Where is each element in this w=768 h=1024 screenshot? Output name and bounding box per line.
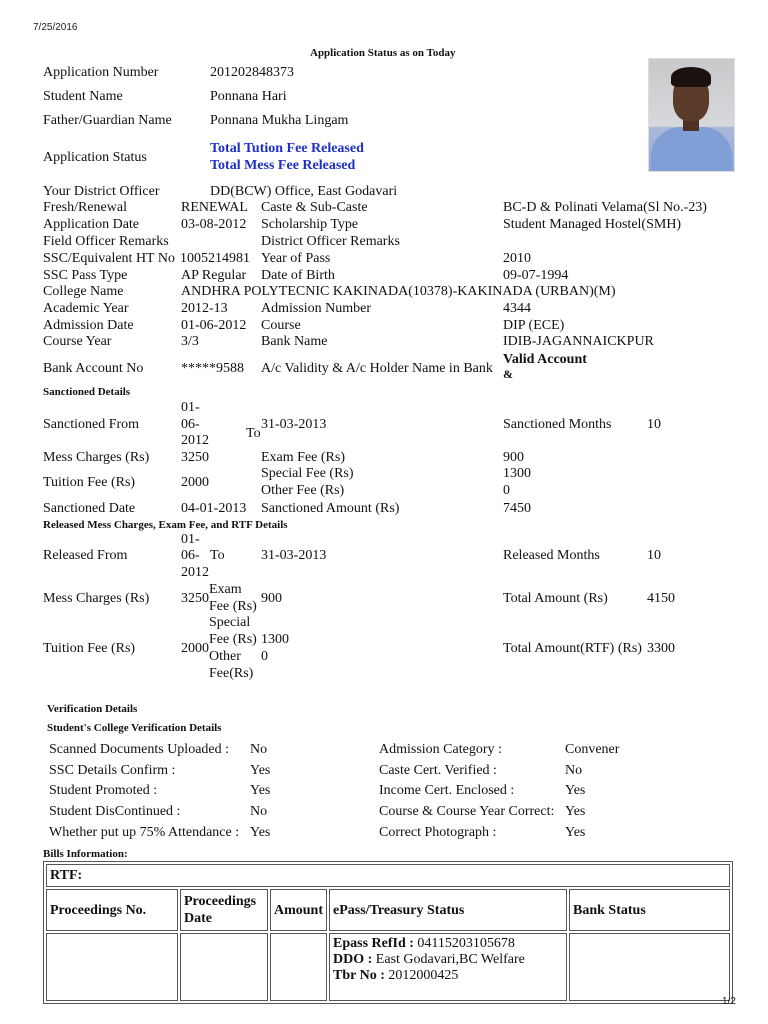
released-months-value: 10 bbox=[647, 548, 661, 563]
verif-right-value-3: Yes bbox=[565, 804, 586, 819]
released-exam-l2: Fee (Rs) bbox=[209, 599, 257, 614]
bank-name-label: Bank Name bbox=[261, 334, 328, 349]
dob-label: Date of Birth bbox=[261, 268, 335, 283]
verif-left-label-1: SSC Details Confirm : bbox=[49, 763, 176, 778]
caste-value: BC-D & Polinati Velama(Sl No.-23) bbox=[503, 200, 707, 215]
verif-left-value-1: Yes bbox=[250, 763, 271, 778]
year-of-pass-label: Year of Pass bbox=[261, 251, 331, 266]
sanctioned-to-label: To bbox=[246, 426, 261, 441]
epass-cell bbox=[329, 933, 567, 1001]
released-other-value: 0 bbox=[261, 649, 268, 664]
academic-year-value: 2012-13 bbox=[181, 301, 228, 316]
caste-label: Caste & Sub-Caste bbox=[261, 200, 368, 215]
sanctioned-date-label: Sanctioned Date bbox=[43, 501, 136, 516]
app-date-value: 03-08-2012 bbox=[181, 217, 247, 232]
year-of-pass-value: 2010 bbox=[503, 251, 531, 266]
released-heading: Released Mess Charges, Exam Fee, and RTF Details bbox=[43, 519, 288, 531]
sanctioned-from-l2: 06- bbox=[181, 417, 200, 432]
col-proceedings-date: Proceedings Date bbox=[180, 889, 268, 931]
released-rtf-label: Total Amount(RTF) (Rs) bbox=[503, 641, 642, 656]
course-label: Course bbox=[261, 318, 301, 333]
released-tuition-value: 2000 bbox=[181, 641, 209, 656]
bills-table bbox=[43, 861, 733, 1004]
fresh-renewal-value: RENEWAL bbox=[181, 200, 248, 215]
page-title: Application Status as on Today bbox=[310, 47, 456, 59]
verif-left-value-2: Yes bbox=[250, 783, 271, 798]
sanctioned-date-value: 04-01-2013 bbox=[181, 501, 247, 516]
released-special-l2: Fee (Rs) bbox=[209, 632, 257, 647]
verif-left-label-4: Whether put up 75% Attendance : bbox=[49, 825, 240, 840]
released-from-label: Released From bbox=[43, 548, 128, 563]
sanctioned-amount-value: 7450 bbox=[503, 501, 531, 516]
sanctioned-tuition-label: Tuition Fee (Rs) bbox=[43, 475, 136, 490]
sanctioned-exam-value: 900 bbox=[503, 450, 524, 465]
scholarship-type-value: Student Managed Hostel(SMH) bbox=[503, 217, 682, 232]
ac-validity-line1: Valid Account bbox=[503, 352, 587, 367]
student-name-label: Student Name bbox=[43, 89, 123, 104]
sanctioned-other-label: Other Fee (Rs) bbox=[261, 483, 345, 498]
verif-right-label-0: Admission Category : bbox=[379, 742, 502, 757]
sanctioned-to-value: 31-03-2013 bbox=[261, 417, 327, 432]
released-special-value: 1300 bbox=[261, 632, 289, 647]
verif-right-label-1: Caste Cert. Verified : bbox=[379, 763, 497, 778]
sanctioned-exam-label: Exam Fee (Rs) bbox=[261, 450, 345, 465]
district-officer-remarks-label: District Officer Remarks bbox=[261, 234, 400, 249]
released-from-l1: 01- bbox=[181, 532, 200, 547]
released-months-label: Released Months bbox=[503, 548, 600, 563]
bank-name-value: IDIB-JAGANNAICKPUR bbox=[503, 334, 654, 349]
sanctioned-other-value: 0 bbox=[503, 483, 510, 498]
released-special-l1: Special bbox=[209, 615, 251, 630]
bills-heading: Bills Information: bbox=[43, 848, 128, 860]
sanctioned-from-label: Sanctioned From bbox=[43, 417, 140, 432]
sanctioned-mess-value: 3250 bbox=[181, 450, 209, 465]
district-officer-value: DD(BCW) Office, East Godavari bbox=[210, 184, 398, 199]
released-exam-l1: Exam bbox=[209, 582, 242, 597]
verif-right-label-2: Income Cert. Enclosed : bbox=[379, 783, 515, 798]
rtf-label: RTF: bbox=[46, 864, 730, 887]
released-from-l3: 2012 bbox=[181, 565, 209, 580]
released-other-l1: Other bbox=[209, 649, 241, 664]
page-number: 1/2 bbox=[722, 996, 736, 1007]
tbr-value: 2012000425 bbox=[388, 968, 459, 983]
ac-validity-line2: & bbox=[503, 367, 513, 381]
released-rtf-value: 3300 bbox=[647, 641, 675, 656]
verif-right-label-3: Course & Course Year Correct: bbox=[379, 804, 555, 819]
fresh-renewal-label: Fresh/Renewal bbox=[43, 200, 127, 215]
district-officer-label: Your District Officer bbox=[43, 184, 160, 199]
field-officer-remarks-label: Field Officer Remarks bbox=[43, 234, 169, 249]
verif-left-value-3: No bbox=[250, 804, 268, 819]
sanctioned-special-value: 1300 bbox=[503, 466, 531, 481]
course-year-label: Course Year bbox=[43, 334, 112, 349]
released-to-value: 31-03-2013 bbox=[261, 548, 327, 563]
app-number-label: Application Number bbox=[43, 65, 159, 80]
admission-date-label: Admission Date bbox=[43, 318, 134, 333]
col-bank-status: Bank Status bbox=[569, 889, 730, 931]
released-mess-label: Mess Charges (Rs) bbox=[43, 591, 150, 606]
ddo-label: DDO : bbox=[333, 952, 373, 967]
released-exam-value: 900 bbox=[261, 591, 282, 606]
course-value: DIP (ECE) bbox=[503, 318, 565, 333]
ssc-pass-type-value: AP Regular bbox=[181, 268, 247, 283]
verif-left-label-2: Student Promoted : bbox=[49, 783, 158, 798]
guardian-name-value: Ponnana Mukha Lingam bbox=[210, 113, 349, 128]
sanctioned-amount-label: Sanctioned Amount (Rs) bbox=[261, 501, 400, 516]
verification-subheading: Student's College Verification Details bbox=[47, 722, 222, 734]
released-to-label: To bbox=[210, 548, 225, 563]
verif-left-value-4: Yes bbox=[250, 825, 271, 840]
scholarship-type-label: Scholarship Type bbox=[261, 217, 359, 232]
col-epass-status: ePass/Treasury Status bbox=[329, 889, 567, 931]
app-number-value: 201202848373 bbox=[210, 65, 294, 80]
rtf-row bbox=[46, 864, 730, 887]
course-year-value: 3/3 bbox=[181, 334, 199, 349]
guardian-name-label: Father/Guardian Name bbox=[43, 113, 172, 128]
sanctioned-mess-label: Mess Charges (Rs) bbox=[43, 450, 150, 465]
sanctioned-special-label: Special Fee (Rs) bbox=[261, 466, 354, 481]
verif-right-value-1: No bbox=[565, 763, 583, 778]
print-date: 7/25/2016 bbox=[33, 22, 78, 33]
admission-number-label: Admission Number bbox=[261, 301, 372, 316]
released-tuition-label: Tuition Fee (Rs) bbox=[43, 641, 136, 656]
app-status-line2: Total Mess Fee Released bbox=[210, 158, 356, 173]
sanctioned-from-l3: 2012 bbox=[181, 433, 209, 448]
released-mess-value: 3250 bbox=[181, 591, 209, 606]
table-row bbox=[46, 933, 730, 1001]
bank-account-value: *****9588 bbox=[181, 361, 244, 376]
bank-account-label: Bank Account No bbox=[43, 361, 144, 376]
sanctioned-from-l1: 01- bbox=[181, 400, 200, 415]
verif-left-label-0: Scanned Documents Uploaded : bbox=[49, 742, 230, 757]
released-total-label: Total Amount (Rs) bbox=[503, 591, 608, 606]
ssc-ht-value: 1005214981 bbox=[180, 251, 250, 266]
student-name-value: Ponnana Hari bbox=[210, 89, 287, 104]
released-other-l2: Fee(Rs) bbox=[209, 666, 254, 681]
admission-number-value: 4344 bbox=[503, 301, 531, 316]
student-photo bbox=[648, 58, 735, 172]
verif-right-value-4: Yes bbox=[565, 825, 586, 840]
sanctioned-months-value: 10 bbox=[647, 417, 661, 432]
col-amount: Amount bbox=[270, 889, 327, 931]
ssc-ht-label: SSC/Equivalent HT No bbox=[43, 251, 175, 266]
verif-left-value-0: No bbox=[250, 742, 268, 757]
app-status-label: Application Status bbox=[43, 150, 147, 165]
verif-left-label-3: Student DisContinued : bbox=[49, 804, 181, 819]
released-from-l2: 06- bbox=[181, 548, 200, 563]
released-total-value: 4150 bbox=[647, 591, 675, 606]
ssc-pass-type-label: SSC Pass Type bbox=[43, 268, 128, 283]
epass-value: 04115203105678 bbox=[417, 936, 515, 951]
app-date-label: Application Date bbox=[43, 217, 140, 232]
app-status-line1: Total Tution Fee Released bbox=[210, 141, 364, 156]
college-label: College Name bbox=[43, 284, 124, 299]
verif-right-value-0: Convener bbox=[565, 742, 620, 757]
sanctioned-months-label: Sanctioned Months bbox=[503, 417, 612, 432]
verif-right-value-2: Yes bbox=[565, 783, 586, 798]
dob-value: 09-07-1994 bbox=[503, 268, 569, 283]
verif-right-label-4: Correct Photograph : bbox=[379, 825, 497, 840]
admission-date-value: 01-06-2012 bbox=[181, 318, 247, 333]
ac-validity-label: A/c Validity & A/c Holder Name in Bank bbox=[261, 361, 493, 376]
verification-heading: Verification Details bbox=[47, 703, 138, 715]
sanctioned-tuition-value: 2000 bbox=[181, 475, 209, 490]
col-proceedings-no: Proceedings No. bbox=[46, 889, 178, 931]
sanctioned-heading: Sanctioned Details bbox=[43, 386, 131, 398]
bills-header-row bbox=[46, 889, 730, 931]
ddo-value: East Godavari,BC Welfare bbox=[375, 952, 525, 967]
tbr-label: Tbr No : bbox=[333, 968, 385, 983]
academic-year-label: Academic Year bbox=[43, 301, 129, 316]
epass-label: Epass RefId : bbox=[333, 936, 414, 951]
college-value: ANDHRA POLYTECNIC KAKINADA(10378)-KAKINADA (URBAN)(M) bbox=[181, 284, 616, 299]
